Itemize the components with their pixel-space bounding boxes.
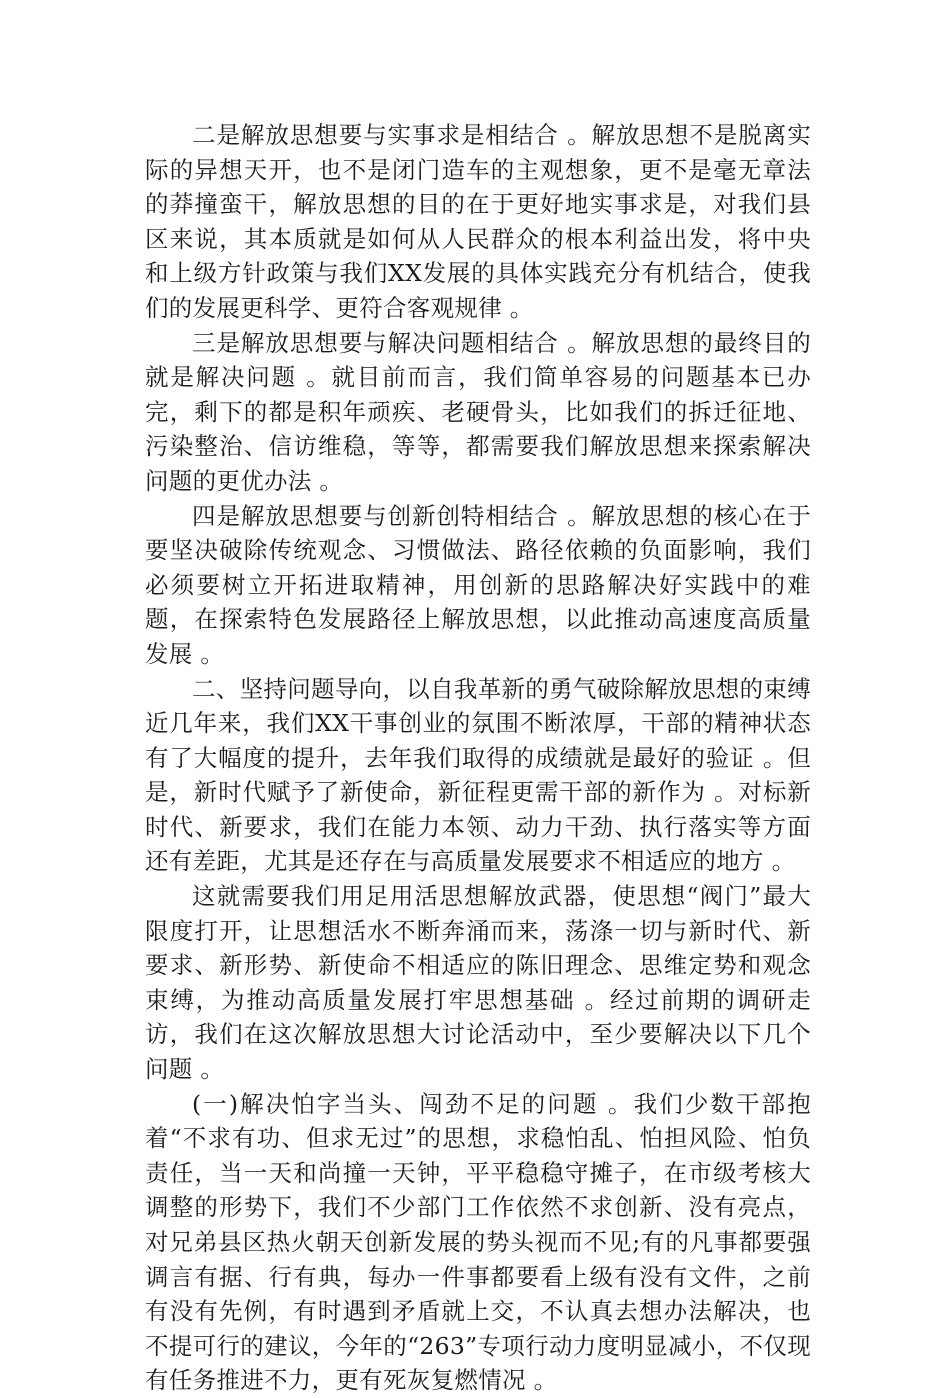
paragraph-section-2: 二、坚持问题导向，以自我革新的勇气破除解放思想的束缚近几年来，我们XX干事创业的氛围不断浓厚，干部的精神状态有了大幅度的提升，去年我们取得的成绩就是最好的验证 。但是，新时代赋予了新使命，新征程更需干部的新作为 。对标新时代、新要求，我们在能力本领、动力干劲、执行落实等方面还有差距，尤其是还存在与高质量发展要求不相适应的地方 。 <box>145 674 811 876</box>
paragraph-principle-2: 二是解放思想要与实事求是相结合 。解放思想不是脱离实际的异想天开，也不是闭门造车的主观想象，更不是毫无章法的莽撞蛮干，解放思想的目的在于更好地实事求是，对我们县区来说，其本质就是如何从人民群众的根本利益出发，将中央和上级方针政策与我们XX发展的具体实践充分有机结合，使我们的发展更科学、更符合客观规律 。 <box>145 121 811 322</box>
paragraph-principle-4: 四是解放思想要与创新创特相结合 。解放思想的核心在于要坚决破除传统观念、习惯做法、路径依赖的负面影响，我们必须要树立开拓进取精神，用创新的思路解决好实践中的难题，在探索特色发展路径上解放思想，以此推动高速度高质量发展 。 <box>145 501 811 668</box>
paragraph-section-2-continued: 这就需要我们用足用活思想解放武器，使思想“阀门”最大限度打开，让思想活水不断奔涌而来，荡涤一切与新时代、新要求、新形势、新使命不相适应的陈旧理念、思维定势和观念束缚，为推动高质量发展打牢思想基础 。经过前期的调研走访，我们在这次解放思想大讨论活动中，至少要解决以下几个问题 。 <box>145 882 811 1084</box>
paragraph-problem-1: (一)解决怕字当头、闯劲不足的问题 。我们少数干部抱着“不求有功、但求无过”的思想，求稳怕乱、怕担风险、怕负责任，当一天和尚撞一天钟，平平稳稳守摊子，在市级考核大调整的形势下，我们不少部门工作依然不求创新、没有亮点，对兄弟县区热火朝天创新发展的势头视而不见;有的凡事都要强调言有据、行有典，每办一件事都要看上级有没有文件，之前有没有先例，有时遇到矛盾就上交，不认真去想办法解决，也不提可行的建议，今年的“263”专项行动力度明显减小，不仅现有任务推进不力，更有死灰复燃情况 。 <box>145 1089 811 1395</box>
document-body <box>145 118 811 1398</box>
paragraph-principle-3: 三是解放思想要与解决问题相结合 。解放思想的最终目的就是解决问题 。就目前而言，我们简单容易的问题基本已办完，剩下的都是积年顽疾、老硬骨头，比如我们的拆迁征地、污染整治、信访维稳，等等，都需要我们解放思想来探索解决问题的更优办法 。 <box>145 328 811 495</box>
